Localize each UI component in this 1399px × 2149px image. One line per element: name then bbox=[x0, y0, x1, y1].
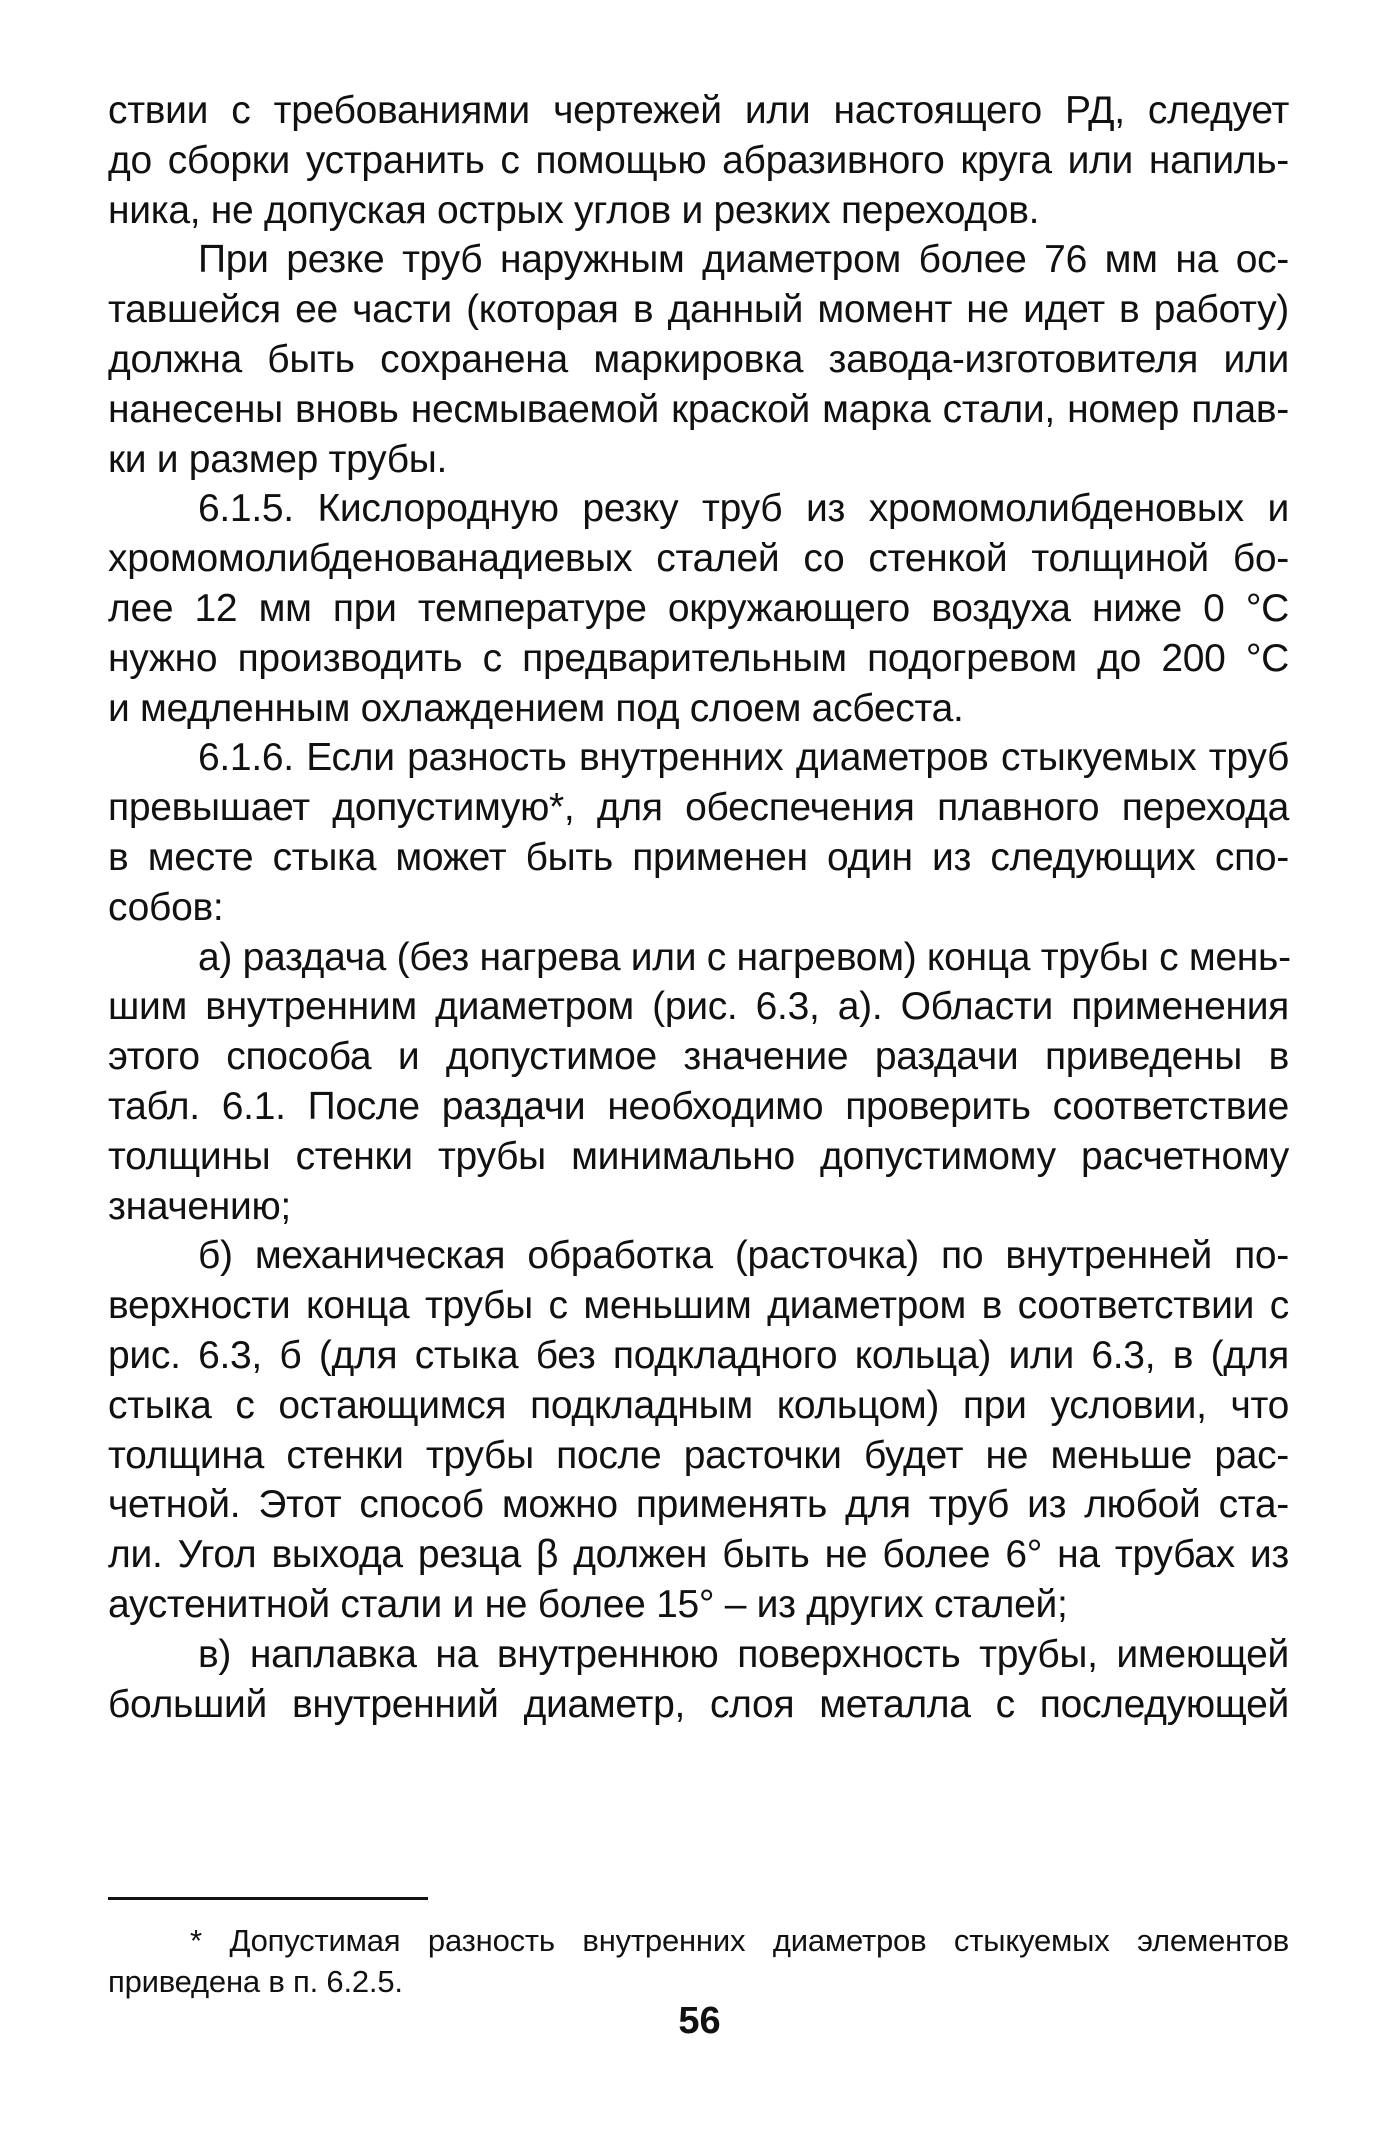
text-line: четной. Этот способ можно применять для труб из любой ста- bbox=[108, 1483, 1289, 1527]
text-line: ствии с требованиями чертежей или настоящего РД, следует bbox=[108, 89, 1289, 132]
text-line: до сборки устранить с помощью абразивного круга или напиль- bbox=[108, 138, 1289, 182]
footnote-separator bbox=[108, 1897, 428, 1900]
text-line: толщины стенки трубы минимально допустимому расчетному bbox=[108, 1134, 1289, 1178]
text-line: табл. 6.1. После раздачи необходимо проверить соответствие bbox=[108, 1084, 1289, 1128]
text-line: При резке труб наружным диаметром более 76 мм на ос- bbox=[198, 238, 1289, 282]
text-line: тавшейся ее части (которая в данный момент не идет в работу) bbox=[108, 288, 1289, 332]
text-line: в месте стыка может быть применен один из следующих спо- bbox=[108, 835, 1289, 879]
text-line: шим внутренним диаметром (рис. 6.3, а). Области применения bbox=[108, 985, 1289, 1029]
text-line: нанесены вновь несмываемой краской марка стали, номер плав- bbox=[108, 387, 1289, 431]
text-line: в) наплавка на внутреннюю поверхность трубы, имеющей bbox=[198, 1632, 1289, 1676]
footnote bbox=[108, 1920, 1289, 2002]
text-line: аустенитной стали и не более 15° – из других сталей; bbox=[108, 1582, 1068, 1626]
text-line: хромомолибденованадиевых сталей со стенкой толщиной бо- bbox=[108, 537, 1289, 581]
text-line: собов: bbox=[108, 885, 224, 929]
text-line: 6.1.6. Если разность внутренних диаметров стыкуемых труб bbox=[198, 736, 1289, 780]
text-line: 6.1.5. Кислородную резку труб из хромомолибденовых и bbox=[198, 487, 1289, 531]
text-line: б) механическая обработка (расточка) по внутренней по- bbox=[198, 1234, 1289, 1278]
text-line: превышает допустимую*, для обеспечения плавного перехода bbox=[108, 786, 1289, 830]
text-line: этого способа и допустимое значение раздачи приведены в bbox=[108, 1035, 1289, 1079]
text-line: и медленным охлаждением под слоем асбеста. bbox=[108, 686, 964, 730]
text-line: верхности конца трубы с меньшим диаметром в соответствии с bbox=[108, 1284, 1289, 1328]
body-text bbox=[108, 86, 1289, 1729]
text-line: толщина стенки трубы после расточки будет не меньше рас- bbox=[108, 1433, 1289, 1477]
text-line: должна быть сохранена маркировка завода-изготовителя или bbox=[108, 337, 1289, 381]
text-line: ника, не допуская острых углов и резких переходов. bbox=[108, 188, 1040, 232]
text-line: значению; bbox=[108, 1184, 291, 1228]
footnote-line: * Допустимая разность внутренних диаметров стыкуемых элементов bbox=[190, 1923, 1289, 1958]
text-line: рис. 6.3, б (для стыка без подкладного кольца) или 6.3, в (для bbox=[108, 1333, 1289, 1377]
footnote-line: приведена в п. 6.2.5. bbox=[108, 1964, 403, 1999]
text-line: а) раздача (без нагрева или с нагревом) конца трубы с мень- bbox=[198, 935, 1291, 979]
text-line: ки и размер трубы. bbox=[108, 437, 448, 481]
text-line: лее 12 мм при температуре окружающего воздуха ниже 0 °С bbox=[108, 586, 1289, 630]
text-line: стыка с остающимся подкладным кольцом) при условии, что bbox=[108, 1383, 1289, 1427]
text-line: нужно производить с предварительным подогревом до 200 °С bbox=[108, 636, 1289, 680]
text-line: больший внутренний диаметр, слоя металла с последующей bbox=[108, 1682, 1289, 1726]
page-number: 56 bbox=[678, 2000, 721, 2042]
text-line: ли. Угол выхода резца β должен быть не более 6° на трубах из bbox=[108, 1533, 1289, 1577]
